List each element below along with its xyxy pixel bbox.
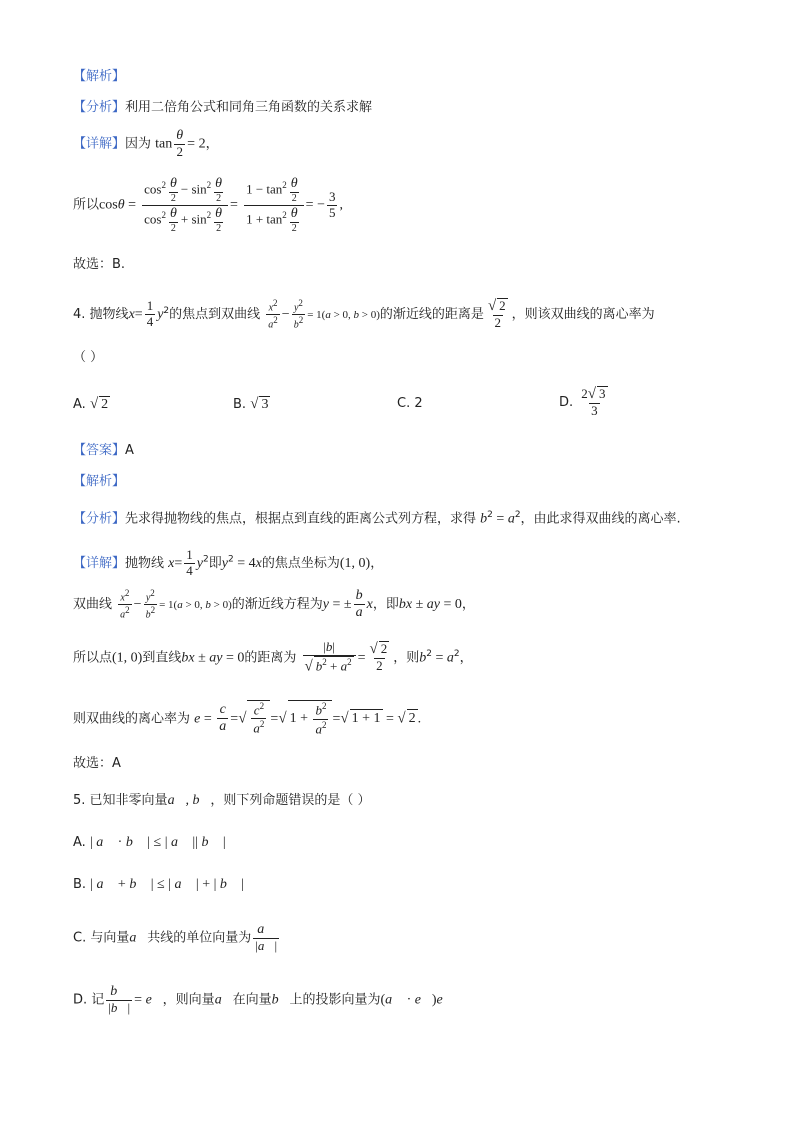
math-frac-2sqrt3-3: $\frac{2√ 3}{3}$	[581, 386, 606, 419]
analysis-text: 先求得抛物线的焦点，根据点到直线的距离公式列方程，求得	[125, 511, 477, 527]
q5-option-a[interactable]: A. | a⃗ · b⃗ | ≤ | a⃗ || b⃗ |	[73, 835, 226, 850]
question-4-stem: 4. 抛物线x= $\frac{1}{4}$ $y^2$的焦点到双曲线 $\frac{x^2}{a^2}$ − $\frac{y^2}{b^2}$ = 1(a > 0, b > 0)的渐近线的距离是 $\frac{√ 2}{2}$ ，则该双曲线的离心率为	[73, 298, 655, 331]
option-text: 与向量	[90, 930, 130, 946]
math-frac-theta-2: $\frac{\theta}{2}$	[176, 128, 184, 160]
math-distance-frac: $\frac{|b|}{√ b^2 + a^2}$	[303, 640, 356, 676]
punct: ，	[459, 650, 473, 666]
option-label: C.	[73, 930, 87, 946]
math-frac-y2-b2: $\frac{y^2}{b^2}$	[293, 298, 304, 331]
stem-text: 的渐近线的距离是	[379, 307, 484, 323]
math-big-frac-1: $\cos^2$ $\frac{\theta}{2}$ − $\sin^2$ $\frac{\theta}{2}$ $\cos^2$ $\frac{\theta}{2}$ + $\sin^2$ $\frac{\theta}{2}$	[142, 176, 228, 234]
detail-text: 则双曲线的离心率为	[73, 711, 191, 727]
detail-line-4-3: 所以点(1, 0)到直线bx ± ay = 0的距离为 $\frac{|b|}{√ b^2 + a^2}$ = $\frac{√ 2}{2}$ ，则$b^2 = a^2$，	[73, 639, 473, 675]
math-frac-x2-a2: $\frac{x^2}{a^2}$	[268, 298, 278, 331]
math-frac-3-5: $\frac{3}{5}$	[328, 188, 336, 220]
option-label: A.	[73, 835, 86, 850]
punct: ，	[205, 136, 219, 152]
answer-choice-3: 故选：B.	[73, 257, 126, 272]
option-text: ，则向量	[162, 992, 215, 1008]
question-number: 4.	[73, 307, 86, 323]
q5-option-c[interactable]: C. 与向量a⃗共线的单位向量为 $\frac{a⃗}{|a⃗|}$	[73, 922, 278, 954]
detail-line-2: 所以cosθ = $\cos^2$ $\frac{\theta}{2}$ − $\sin^2$ $\frac{\theta}{2}$ $\cos^2$ $\frac{\theta}{2}$ + $\sin^2$ $\frac{\theta}{2}$ = $1 - \tan^2$ $\frac{\theta}{2}$ $1 + \tan^2$ $\frac{\theta}{2}$ = − $\frac{3}{5}$ ,	[73, 176, 343, 234]
detail-text: ，即	[372, 597, 399, 613]
detail-text: 的距离为	[244, 650, 297, 666]
analysis-heading: 【解析】	[73, 69, 126, 84]
analysis-text: ，由此求得双曲线的离心率.	[520, 511, 681, 527]
option-label: D.	[73, 992, 88, 1008]
answer-tag: 【答案】	[73, 443, 126, 458]
detail-line-4-1: 【详解】抛物线 x= $\frac{1}{4}$ $y^2$即$y^2 = 4x$的焦点坐标为(1, 0)，	[73, 547, 384, 578]
detail-line-1	[73, 128, 219, 160]
option-label: C. 2	[397, 396, 423, 411]
stem-text: 已知非零向量	[89, 793, 168, 808]
analysis-tag: 【分析】	[73, 100, 126, 115]
math-frac-1-4: $\frac{1}{4}$	[146, 298, 154, 330]
answer-value: A	[125, 443, 134, 458]
detail-tag: 【详解】	[73, 136, 126, 152]
detail-text: ，则	[393, 650, 420, 666]
analysis-text: 利用二倍角公式和同角三角函数的关系求解	[125, 100, 373, 115]
analysis-tag: 【分析】	[73, 511, 126, 527]
stem-text: ，则下列命题错误的是（ ）	[210, 793, 371, 808]
math-cos-theta: cosθ =	[99, 197, 136, 213]
answer-choice-4: 故选：A	[73, 756, 121, 771]
detail-text: 的焦点坐标为	[261, 555, 340, 571]
math-frac-sqrt2-2: $\frac{√ 2}{2}$	[487, 298, 506, 331]
analysis-line	[73, 100, 372, 116]
option-text: 在向量	[232, 992, 272, 1008]
detail-line-4-4: 则双曲线的离心率为 e = $\frac{c}{a}$ =√ $\frac{c^2}{a^2}$ =√ 1 + $\frac{b^2}{a^2}$ =√ 1 + 1 = √ 2 .	[73, 701, 422, 736]
math-big-frac-2: $1 - \tan^2$ $\frac{\theta}{2}$ $1 + \tan^2$ $\frac{\theta}{2}$	[244, 176, 304, 234]
detail-text: 抛物线	[125, 555, 165, 571]
detail-text: 所以点	[73, 650, 113, 666]
answer-line	[73, 443, 134, 459]
q5-option-d[interactable]: D. 记 $\frac{b⃗}{|b⃗|}$ = e⃗，则向量a⃗在向量b⃗上的投影向量为(a⃗ · e⃗)e⃗	[73, 984, 454, 1016]
detail-text: 双曲线	[73, 597, 113, 613]
question-number: 5.	[73, 793, 86, 808]
question-5-stem: 5. 已知非零向量a⃗, b⃗，则下列命题错误的是（ ）	[73, 793, 371, 808]
stem-text: 的焦点到双曲线	[169, 307, 261, 323]
detail-text: 的渐近线方程为	[231, 597, 323, 613]
math-eq-2: = 2	[187, 136, 206, 152]
option-text: 上的投影向量为	[289, 992, 381, 1008]
math-tan: tan	[155, 136, 173, 152]
question-4-paren: （ ）	[73, 350, 104, 365]
detail-text: 因为	[125, 136, 152, 152]
option-label: B.	[73, 877, 87, 892]
stem-text: ，则该双曲线的离心率为	[511, 307, 655, 323]
option-text: 记	[91, 992, 105, 1008]
option-a[interactable]: A. √ 2	[73, 396, 109, 412]
stem-text: 抛物线	[89, 307, 129, 323]
option-label: A.	[73, 397, 86, 412]
option-d[interactable]	[559, 386, 612, 419]
q5-option-b[interactable]: B. | a⃗ + b⃗ | ≤ | a⃗ | + | b⃗ |	[73, 877, 245, 892]
analysis-line-4: 【分析】先求得抛物线的焦点，根据点到直线的距离公式列方程，求得 $b^2 = a^2$，由此求得双曲线的离心率.	[73, 510, 681, 527]
option-label: B.	[233, 397, 247, 412]
detail-text: 所以	[73, 197, 100, 213]
detail-text: 即	[208, 555, 222, 571]
option-c[interactable]	[397, 396, 423, 411]
punct: ，	[461, 597, 475, 613]
detail-tag: 【详解】	[73, 555, 126, 571]
analysis-heading-4: 【解析】	[73, 474, 126, 489]
option-text: 共线的单位向量为	[147, 930, 252, 946]
option-label: D.	[559, 395, 574, 411]
detail-line-4-2: 双曲线 $\frac{x^2}{a^2}$ − $\frac{y^2}{b^2}$ = 1(a > 0, b > 0)的渐近线方程为y = ± $\frac{b}{a}$ x，即bx ± ay = 0，	[73, 588, 475, 621]
detail-text: 到直线	[142, 650, 182, 666]
punct: ，	[370, 555, 384, 571]
option-b[interactable]: B. √ 3	[233, 396, 269, 412]
